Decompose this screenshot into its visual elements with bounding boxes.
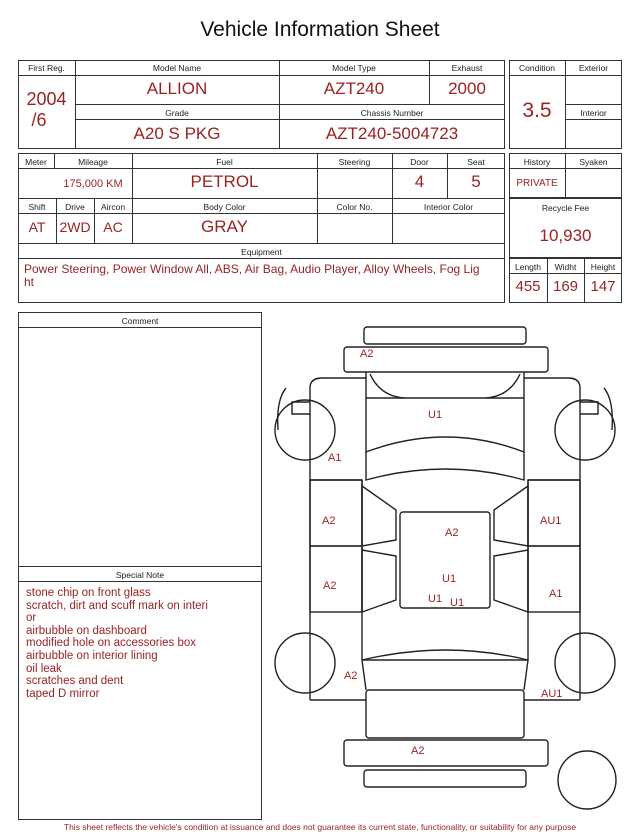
damage-mark: A2 bbox=[445, 527, 459, 539]
condition-value: 3.5 bbox=[522, 99, 552, 122]
width-value: 169 bbox=[552, 278, 579, 295]
width-label: Widht bbox=[554, 262, 577, 272]
equipment-line-2: ht bbox=[24, 275, 35, 289]
meter-label: Meter bbox=[25, 157, 47, 167]
door-value: 4 bbox=[414, 172, 425, 191]
mileage-label: Mileage bbox=[78, 157, 108, 167]
special-note-item: airbubble on dashboard bbox=[26, 624, 147, 637]
damage-mark: U1 bbox=[442, 573, 457, 585]
fuel-value: PETROL bbox=[190, 172, 259, 191]
length-label: Length bbox=[515, 262, 541, 272]
history-value: PRIVATE bbox=[516, 178, 558, 189]
model-type-value: AZT240 bbox=[323, 79, 385, 98]
condition-label: Condition bbox=[519, 63, 555, 73]
aircon-label: Aircon bbox=[100, 202, 126, 212]
special-note-item: scratch, dirt and scuff mark on interi bbox=[26, 599, 208, 612]
drive-label: Drive bbox=[65, 202, 85, 212]
mileage-value: 175,000 KM bbox=[63, 178, 123, 190]
aircon-value: AC bbox=[103, 219, 123, 235]
grade-value: A20 S PKG bbox=[133, 124, 221, 143]
special-note-item: scratches and dent bbox=[26, 675, 124, 688]
shift-label: Shift bbox=[28, 202, 46, 212]
special-note-item: taped D mirror bbox=[26, 687, 100, 700]
damage-mark: U1 bbox=[428, 593, 443, 605]
first-reg-month: /6 bbox=[31, 110, 47, 130]
recycle-fee-value: 10,930 bbox=[539, 226, 592, 245]
damage-mark: AU1 bbox=[540, 515, 562, 527]
disclaimer-footer: This sheet reflects the vehicle's condition at issuance and does not guarantee its current state, functionality, or suitability for any purpose bbox=[63, 822, 577, 832]
page-title: Vehicle Information Sheet bbox=[200, 18, 440, 41]
first-reg-label: First Reg. bbox=[28, 63, 65, 73]
door-label: Door bbox=[410, 157, 429, 167]
special-note-item: or bbox=[26, 612, 37, 625]
syaken-label: Syaken bbox=[579, 157, 608, 167]
body-color-value: GRAY bbox=[201, 217, 248, 236]
damage-marks bbox=[322, 348, 562, 757]
equipment-line-1: Power Steering, Power Window All, ABS, Air Bag, Audio Player, Alloy Wheels, Fog Lig bbox=[24, 262, 480, 276]
damage-mark: A2 bbox=[360, 348, 374, 360]
damage-mark: A1 bbox=[328, 452, 342, 464]
model-name-label: Model Name bbox=[152, 63, 202, 73]
damage-mark: U1 bbox=[428, 409, 443, 421]
steering-label: Steering bbox=[338, 157, 371, 167]
model-type-label: Model Type bbox=[332, 63, 376, 73]
history-label: History bbox=[523, 157, 551, 167]
chassis-number-label: Chassis Number bbox=[360, 108, 424, 118]
special-note-item: oil leak bbox=[26, 662, 62, 675]
first-reg-year: 2004 bbox=[26, 89, 67, 109]
special-notes-list bbox=[26, 587, 208, 700]
interior-label: Interior bbox=[580, 108, 607, 118]
exterior-label: Exterior bbox=[578, 63, 609, 73]
exhaust-label: Exhaust bbox=[451, 63, 483, 73]
comment-label: Comment bbox=[121, 316, 159, 326]
shift-value: AT bbox=[28, 219, 46, 235]
fuel-label: Fuel bbox=[216, 157, 233, 167]
damage-mark: A2 bbox=[344, 670, 358, 682]
seat-value: 5 bbox=[471, 172, 481, 191]
special-note-item: modified hole on accessories box bbox=[26, 637, 197, 650]
color-no-label: Color No. bbox=[336, 202, 373, 212]
equipment-label: Equipment bbox=[241, 247, 282, 257]
damage-mark: AU1 bbox=[541, 688, 563, 700]
length-value: 455 bbox=[515, 278, 541, 295]
damage-mark: A1 bbox=[549, 588, 563, 600]
seat-label: Seat bbox=[467, 157, 485, 167]
car-damage-diagram bbox=[270, 320, 625, 818]
model-name-value: ALLION bbox=[146, 79, 208, 98]
drive-value: 2WD bbox=[59, 219, 91, 235]
body-color-label: Body Color bbox=[203, 202, 246, 212]
damage-mark: U1 bbox=[450, 597, 465, 609]
grade-label: Grade bbox=[165, 108, 189, 118]
recycle-fee-label: Recycle Fee bbox=[541, 203, 590, 213]
interior-color-label: Interior Color bbox=[423, 202, 474, 212]
damage-mark: A2 bbox=[322, 515, 336, 527]
height-value: 147 bbox=[590, 278, 616, 295]
height-label: Height bbox=[590, 262, 616, 272]
damage-mark: A2 bbox=[323, 580, 337, 592]
chassis-number-value: AZT240-5004723 bbox=[325, 124, 459, 143]
exhaust-value: 2000 bbox=[448, 79, 486, 98]
special-note-label: Special Note bbox=[115, 570, 165, 580]
damage-mark: A2 bbox=[411, 745, 425, 757]
special-note-item: airbubble on interior lining bbox=[26, 649, 158, 662]
special-note-item: stone chip on front glass bbox=[26, 587, 151, 599]
